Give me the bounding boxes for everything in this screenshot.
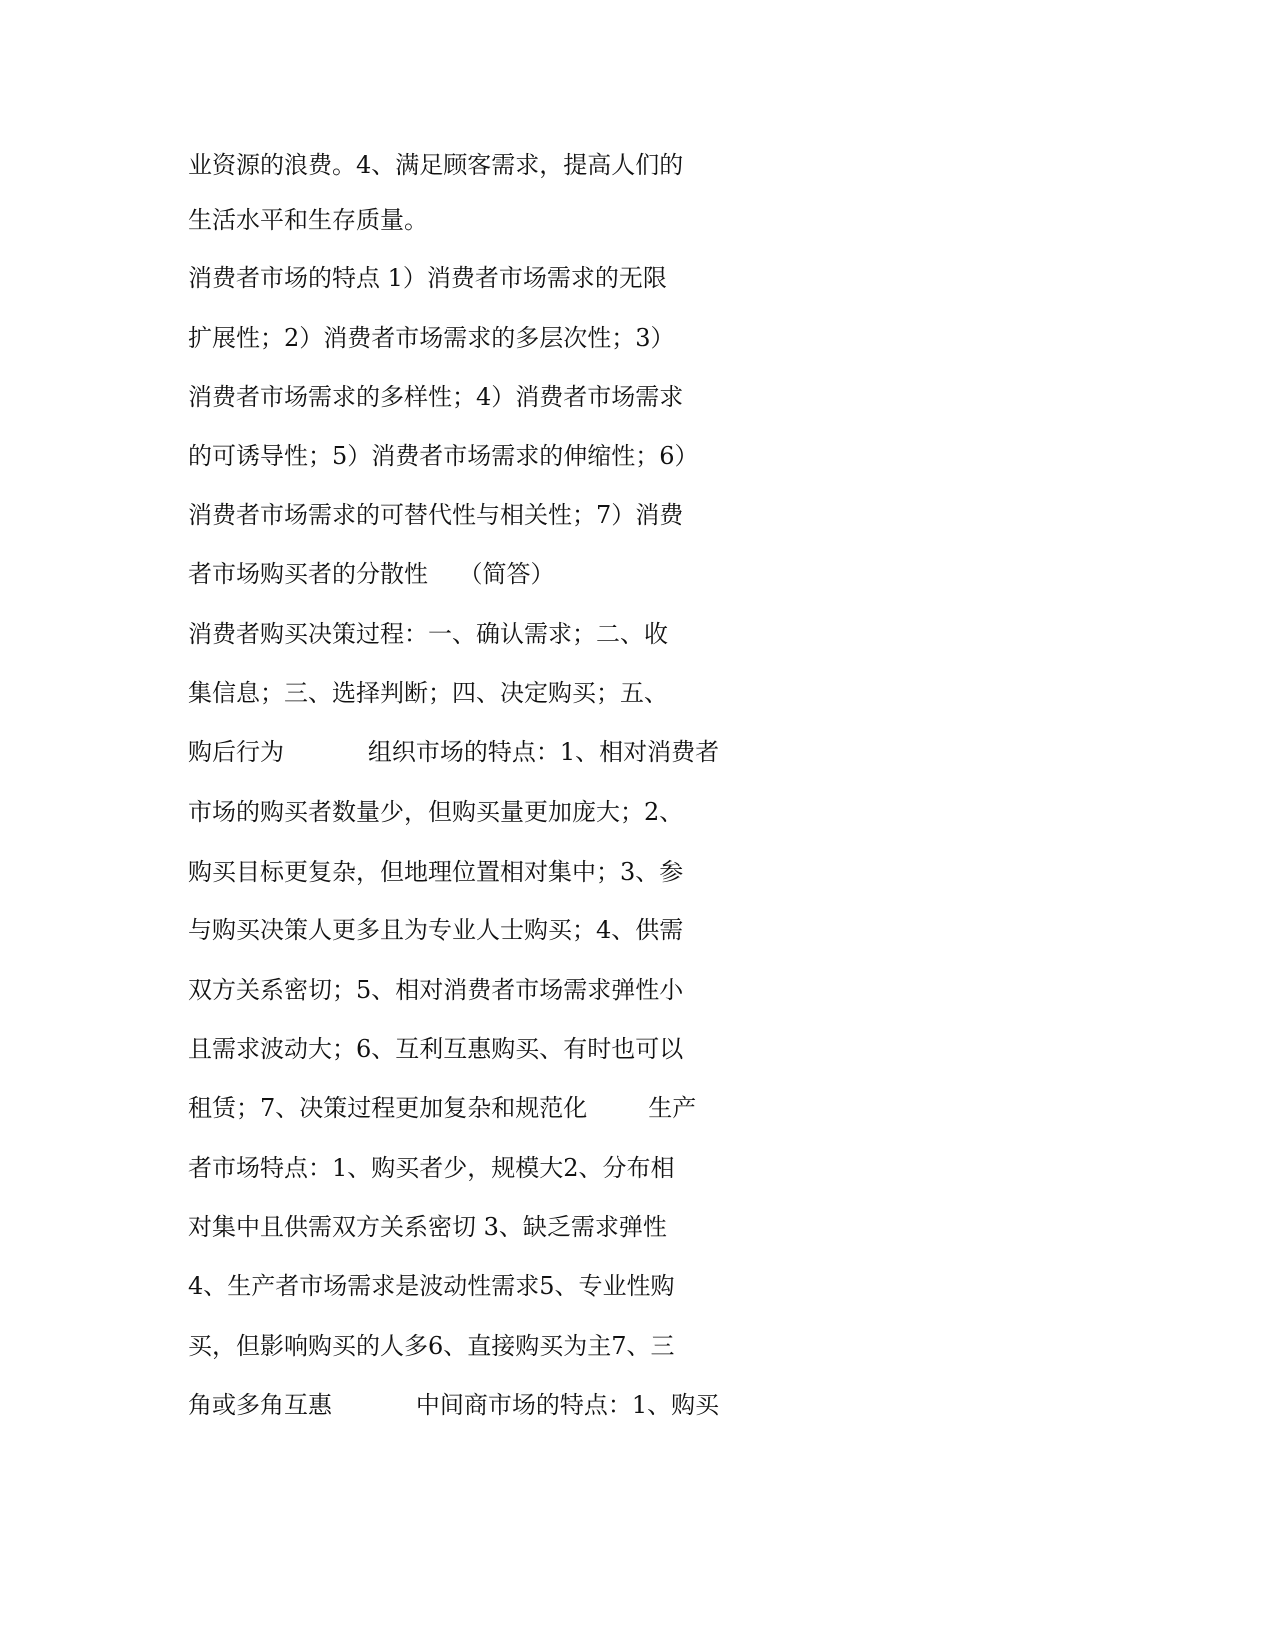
text-line: 与购买决策人更多且为专业人士购买；4、供需 xyxy=(188,916,684,944)
text-line: 角或多角互惠 中间商市场的特点：1、购买 xyxy=(188,1391,720,1419)
text-line: 租赁；7、决策过程更加复杂和规范化 生产 xyxy=(188,1094,697,1122)
text-line: 对集中且供需双方关系密切 3、缺乏需求弹性 xyxy=(188,1213,667,1241)
text-line: 购买目标更复杂，但地理位置相对集中；3、参 xyxy=(188,858,684,886)
text-line: 市场的购买者数量少，但购买量更加庞大；2、 xyxy=(188,798,684,826)
text-line: 购后行为 组织市场的特点：1、相对消费者 xyxy=(188,738,720,766)
text-line: 业资源的浪费。4、满足顾客需求，提高人们的 xyxy=(188,151,684,179)
text-line: 且需求波动大；6、互利互惠购买、有时也可以 xyxy=(188,1035,684,1063)
text-line: 生活水平和生存质量。 xyxy=(188,206,428,234)
text-line: 消费者市场需求的可替代性与相关性；7）消费 xyxy=(188,501,684,529)
text-line: 4、生产者市场需求是波动性需求5、专业性购 xyxy=(188,1272,675,1300)
text-line: 者市场购买者的分散性 （简答） xyxy=(188,560,555,588)
text-line: 买，但影响购买的人多6、直接购买为主7、三 xyxy=(188,1332,675,1360)
text-line: 者市场特点：1、购买者少，规模大2、分布相 xyxy=(188,1154,675,1182)
text-line: 集信息；三、选择判断；四、决定购买；五、 xyxy=(188,679,668,707)
text-line: 双方关系密切；5、相对消费者市场需求弹性小 xyxy=(188,976,684,1004)
text-line: 扩展性；2）消费者市场需求的多层次性；3） xyxy=(188,324,675,352)
text-line: 消费者市场需求的多样性；4）消费者市场需求 xyxy=(188,383,684,411)
text-line: 消费者购买决策过程：一、确认需求；二、收 xyxy=(188,620,668,648)
text-line: 的可诱导性；5）消费者市场需求的伸缩性；6） xyxy=(188,442,699,470)
text-line: 消费者市场的特点 1）消费者市场需求的无限 xyxy=(188,264,667,292)
